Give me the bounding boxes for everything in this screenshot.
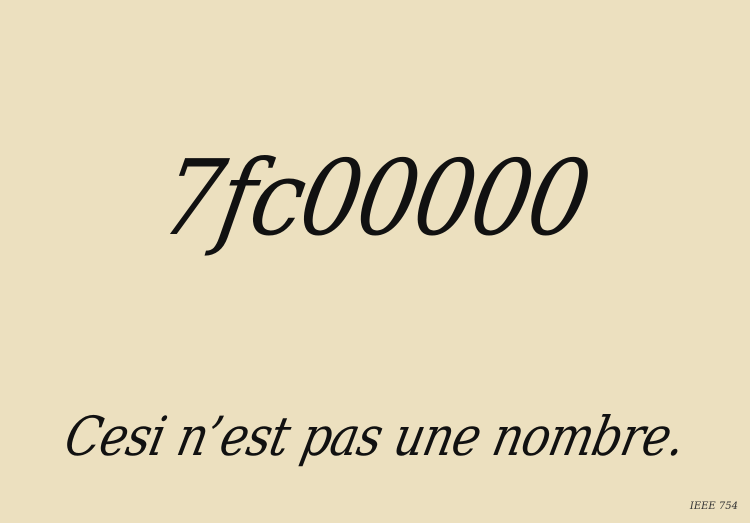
poster-caption: Cesi n’est pas une nombre. bbox=[59, 405, 691, 468]
hex-code-text: 7fc00000 bbox=[152, 137, 598, 259]
corner-note: IEEE 754 bbox=[689, 501, 738, 512]
